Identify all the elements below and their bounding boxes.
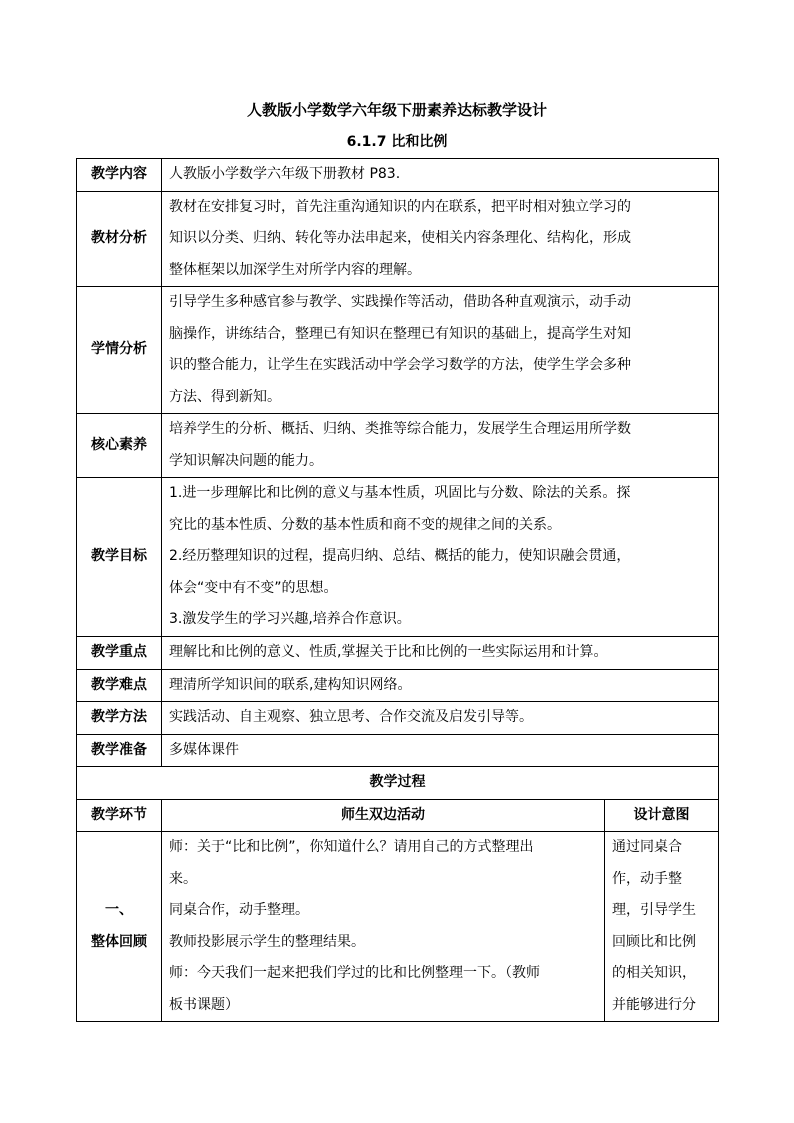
document-subtitle: 6.1.7 比和比例 <box>346 134 448 150</box>
row-text <box>162 287 719 414</box>
text-line: 方法、得到新知。 <box>169 388 281 405</box>
row-core-literacy <box>77 414 719 478</box>
step-number: 一、 <box>105 902 133 918</box>
row-label: 教学难点 <box>77 669 162 702</box>
row-label: 核心素养 <box>77 414 162 478</box>
text-line: 整体框架以加深学生对所学内容的理解。 <box>169 261 421 278</box>
column-header-activity: 师生双边活动 <box>162 799 605 832</box>
text-line: 教材在安排复习时，首先注重沟通知识的内在联系，把平时相对独立学习的 <box>169 198 631 215</box>
text-line: 脑操作，讲练结合，整理已有知识在整理已有知识的基础上，提高学生对知 <box>169 325 631 342</box>
text-line: 体会“变中有不变”的思想。 <box>169 579 338 596</box>
column-header-step: 教学环节 <box>77 799 162 832</box>
document-title: 人教版小学数学六年级下册素养达标教学设计 <box>246 101 547 119</box>
row-text: 理解比和比例的意义、性质,掌握关于比和比例的一些实际运用和计算。 <box>162 637 719 670</box>
text-line: 板书课题） <box>169 996 239 1013</box>
row-teaching-goals <box>77 478 719 637</box>
text-line: 同桌合作，动手整理。 <box>169 902 309 918</box>
row-text: 人教版小学数学六年级下册教材 P83. <box>162 159 719 192</box>
row-label: 教学目标 <box>77 478 162 637</box>
text-line: 1.进一步理解比和比例的意义与基本性质，巩固比与分数、除法的关系。探 <box>169 485 631 502</box>
row-teaching-content <box>77 159 719 192</box>
text-line: 学知识解决问题的能力。 <box>169 452 323 469</box>
column-header-intent: 设计意图 <box>605 799 719 832</box>
text-line: 作，动手整 <box>612 870 682 887</box>
row-text <box>162 191 719 287</box>
text-line: 知识以分类、归纳、转化等办法串起来，使相关内容条理化、结构化，形成 <box>169 230 631 246</box>
text-line: 的相关知识， <box>612 965 696 981</box>
row-label: 教学准备 <box>77 734 162 767</box>
row-text: 多媒体课件 <box>162 734 719 767</box>
step-activity <box>162 832 605 1022</box>
text-line: 3.激发学生的学习兴趣,培养合作意识。 <box>169 611 411 628</box>
step-intent <box>605 832 719 1022</box>
lesson-plan-table <box>76 158 719 1022</box>
process-header: 教学过程 <box>77 767 719 800</box>
text-line: 培养学生的分析、概括、归纳、类推等综合能力，发展学生合理运用所学数 <box>169 421 631 437</box>
row-process-header <box>77 767 719 800</box>
row-text <box>162 478 719 637</box>
row-teaching-method <box>77 702 719 735</box>
row-label: 教材分析 <box>77 191 162 287</box>
row-student-analysis <box>77 287 719 414</box>
step-name <box>77 832 162 1022</box>
text-line: 回顾比和比例 <box>612 933 696 950</box>
row-label: 教学方法 <box>77 702 162 735</box>
text-line: 2.经历整理知识的过程，提高归纳、总结、概括的能力，使知识融会贯通， <box>169 548 631 565</box>
text-line: 识的整合能力，让学生在实践活动中学会学习数学的方法，使学生学会多种 <box>169 357 631 373</box>
row-material-analysis <box>77 191 719 287</box>
row-process-step-1 <box>77 832 719 1022</box>
row-text <box>162 414 719 478</box>
text-line: 究比的基本性质、分数的基本性质和商不变的规律之间的关系。 <box>169 516 561 533</box>
text-line: 来。 <box>169 870 197 887</box>
text-line: 师：今天我们一起来把我们学过的比和比例整理一下。（教师 <box>169 965 540 981</box>
step-title: 整体回顾 <box>91 933 147 950</box>
text-line: 并能够进行分 <box>612 996 696 1013</box>
text-line: 师：关于“比和比例”，你知道什么？请用自己的方式整理出 <box>169 839 534 855</box>
text-line: 引导学生多种感官参与教学、实践操作等活动，借助各种直观演示，动手动 <box>169 294 631 310</box>
text-line: 通过同桌合 <box>612 839 682 855</box>
row-label: 教学重点 <box>77 637 162 670</box>
text-line: 教师投影展示学生的整理结果。 <box>169 933 365 950</box>
row-difficult-points <box>77 669 719 702</box>
row-teaching-prep <box>77 734 719 767</box>
row-process-columns <box>77 799 719 832</box>
row-label: 学情分析 <box>77 287 162 414</box>
row-text: 理清所学知识间的联系,建构知识网络。 <box>162 669 719 702</box>
row-label: 教学内容 <box>77 159 162 192</box>
row-key-points <box>77 637 719 670</box>
row-text: 实践活动、自主观察、独立思考、合作交流及启发引导等。 <box>162 702 719 735</box>
text-line: 理，引导学生 <box>612 902 696 918</box>
